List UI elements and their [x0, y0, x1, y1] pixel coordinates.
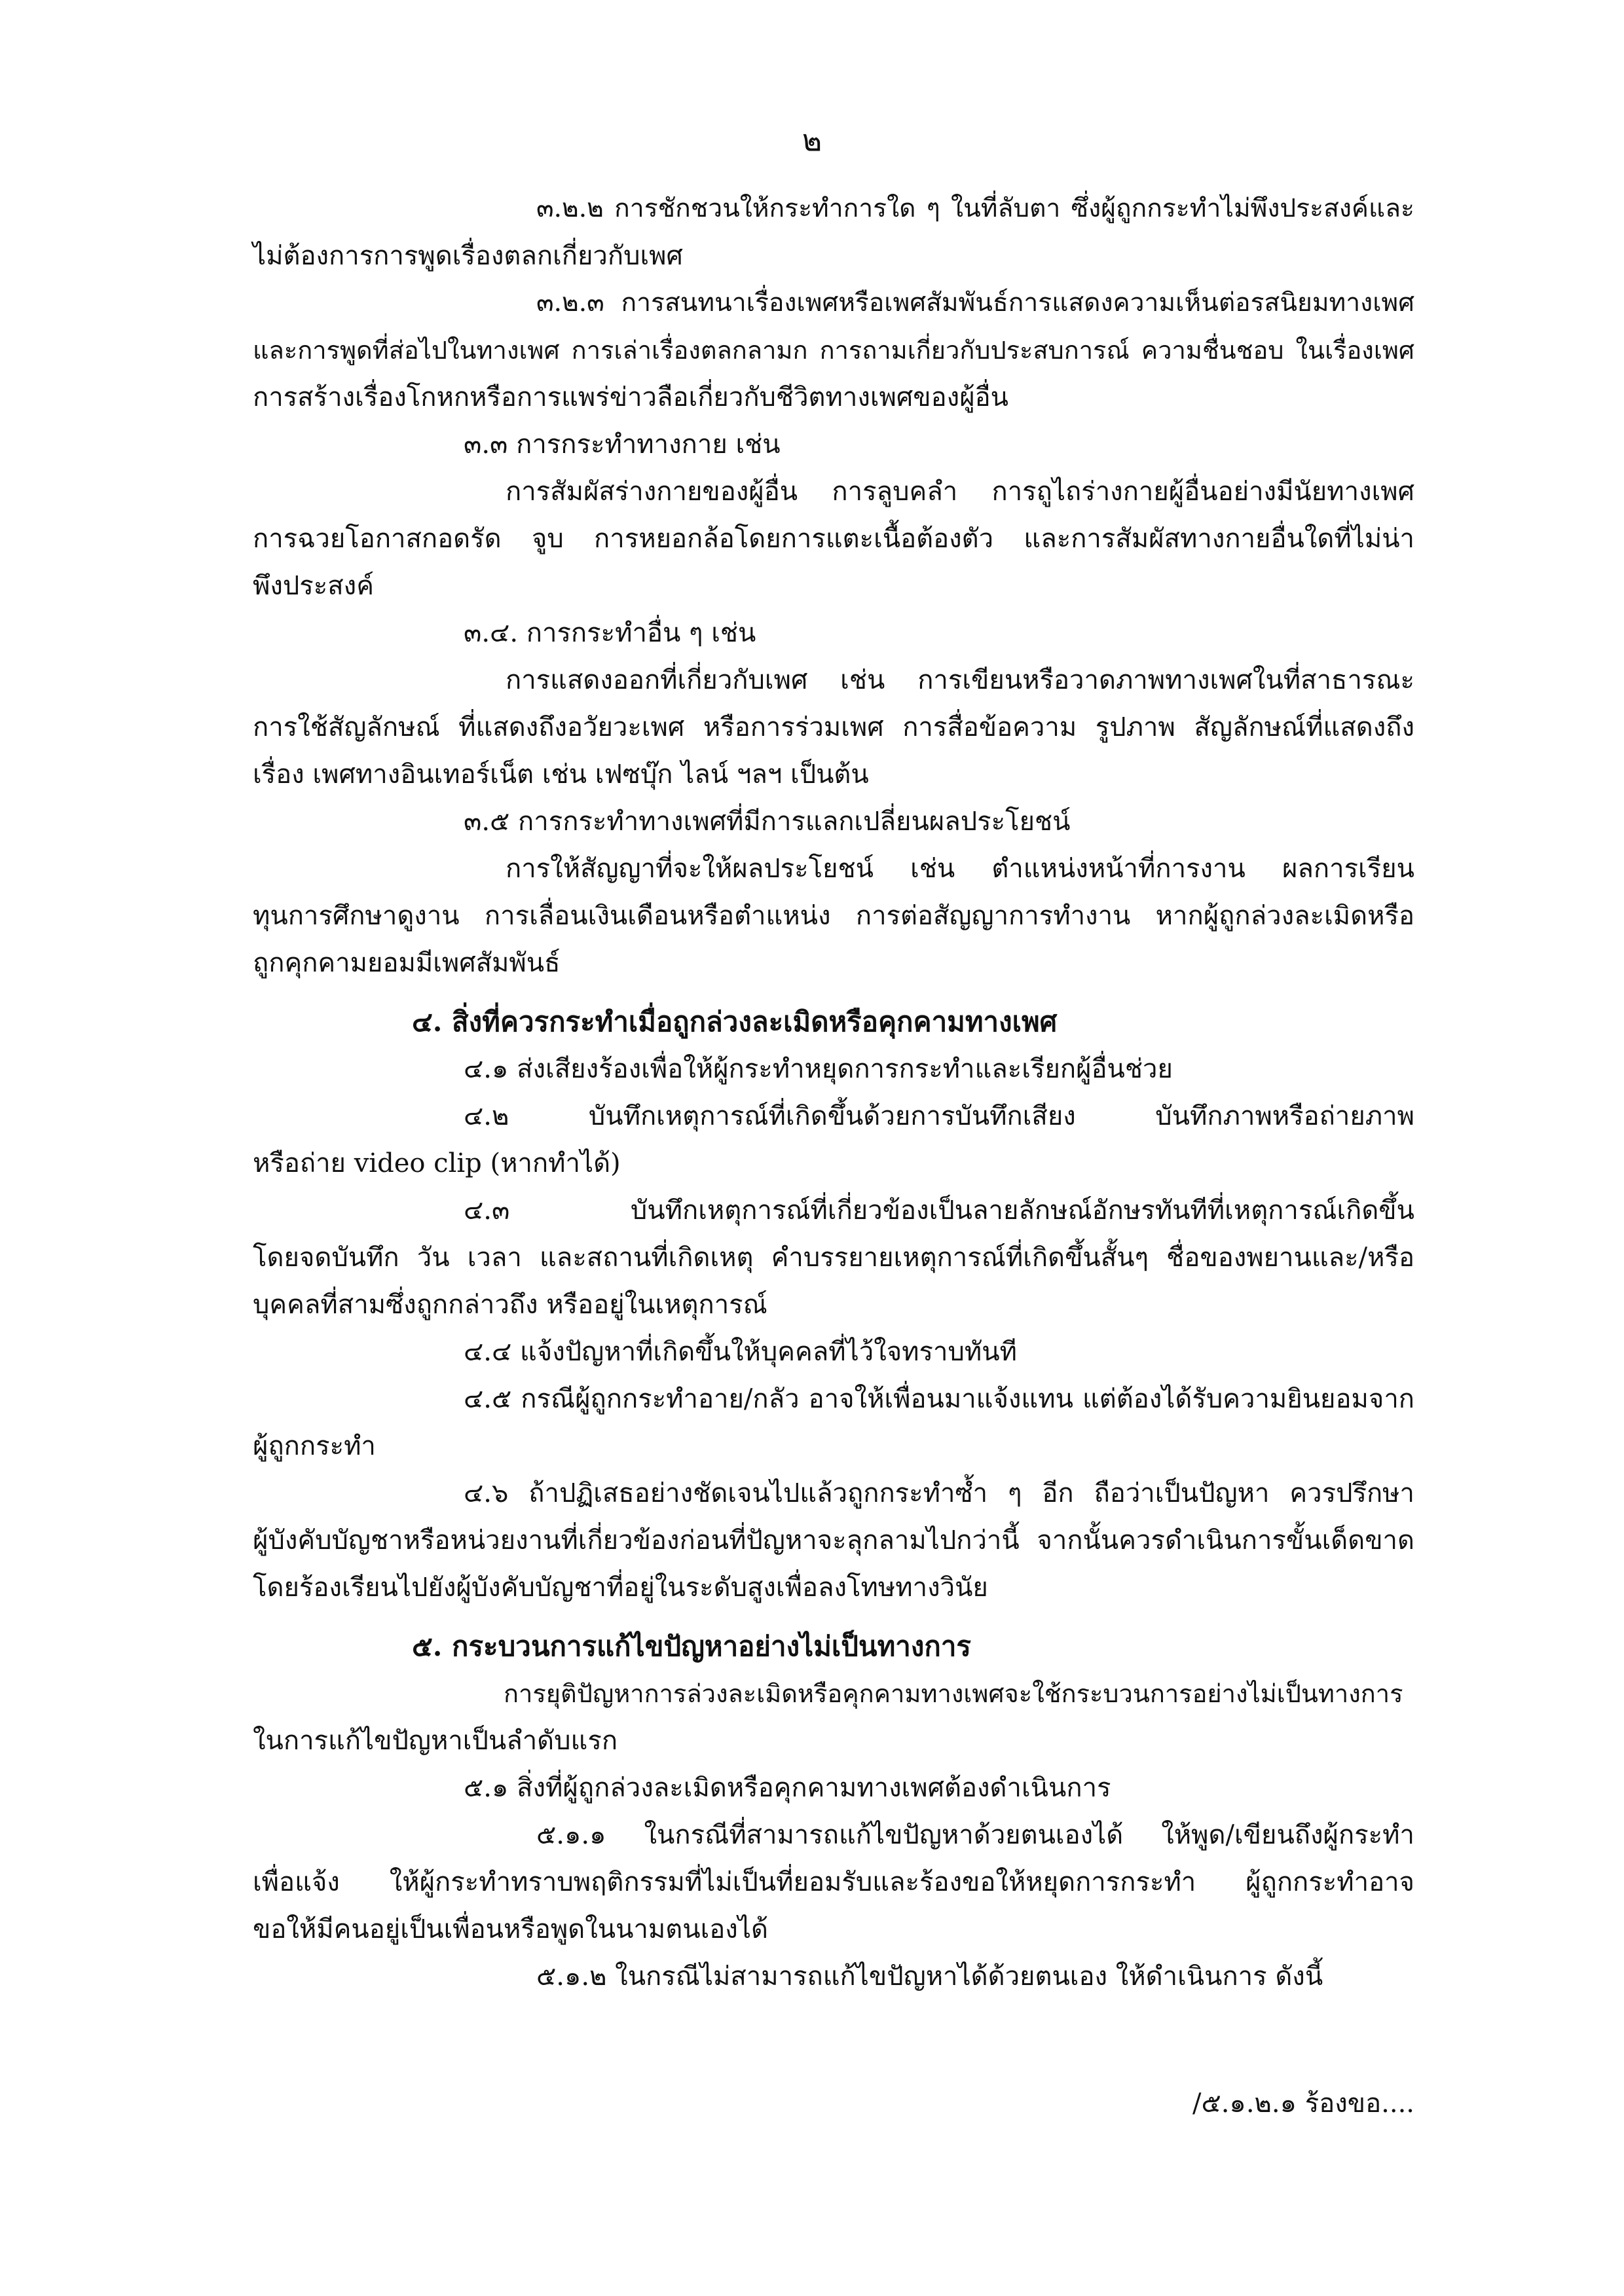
- text-line: หรือถ่าย video clip (หากทำได้): [253, 1148, 621, 1178]
- page-number: ๒: [802, 122, 822, 158]
- item-5-1: [253, 1764, 1414, 1812]
- item-5-1-2: [253, 1953, 1414, 2000]
- text-line: ขอให้มีคนอยู่เป็นเพื่อนหรือพูดในนามตนเองได้: [253, 1914, 768, 1944]
- text-line: ๔.๕ กรณีผู้ถูกกระทำอาย/กลัว อาจให้เพื่อนมาแจ้งแทน แต่ต้องได้รับความยินยอมจาก: [464, 1384, 1414, 1414]
- item-4-6: [253, 1470, 1414, 1611]
- text-line: ๔.๓ บันทึกเหตุการณ์ที่เกี่ยวข้องเป็นลายลักษณ์อักษรทันทีที่เหตุการณ์เกิดขึ้น: [464, 1195, 1414, 1226]
- paragraph-3-3-body: [253, 468, 1414, 610]
- text-line: การสัมผัสร่างกายของผู้อื่น การลูบคลำ การถูไถร่างกายผู้อื่นอย่างมีนัยทางเพศ: [506, 477, 1414, 507]
- paragraph-3-2-3: [253, 280, 1414, 421]
- text-line: ๕.๑.๒ ในกรณีไม่สามารถแก้ไขปัญหาได้ด้วยตนเอง ให้ดำเนินการ ดังนี้: [536, 1961, 1323, 1992]
- text-line: การแสดงออกที่เกี่ยวกับเพศ เช่น การเขียนหรือวาดภาพทางเพศในที่สาธารณะ: [506, 665, 1414, 695]
- text-line: ทุนการศึกษาดูงาน การเลื่อนเงินเดือนหรือตำแหน่ง การต่อสัญญาการทำงาน หากผู้ถูกล่วงละเมิดหรือ: [253, 901, 1414, 931]
- heading-text: ๔. สิ่งที่ควรกระทำเมื่อถูกล่วงละเมิดหรือคุกคามทางเพศ: [412, 1006, 1058, 1038]
- text-line: ๓.๒.๓ การสนทนาเรื่องเพศหรือเพศสัมพันธ์การแสดงความเห็นต่อรสนิยมทางเพศ: [536, 288, 1414, 318]
- heading-text: ๕. กระบวนการแก้ไขปัญหาอย่างไม่เป็นทางการ: [412, 1630, 971, 1662]
- text-line: และการพูดที่ส่อไปในทางเพศ การเล่าเรื่องตลกลามก การถามเกี่ยวกับประสบการณ์ ความชื่นชอบ ในเรื่องเพศ: [253, 336, 1414, 365]
- paragraph-3-4-body: [253, 657, 1414, 798]
- paragraph-3-5-body: [253, 845, 1414, 987]
- text-line: ๔.๖ ถ้าปฏิเสธอย่างชัดเจนไปแล้วถูกกระทำซ้ำ ๆ อีก ถือว่าเป็นปัญหา ควรปรึกษา: [464, 1478, 1414, 1508]
- text-line: ๓.๓ การกระทำทางกาย เช่น: [464, 429, 781, 460]
- section-heading-5: [253, 1623, 1414, 1670]
- text-line: ผู้ถูกกระทำ: [253, 1431, 376, 1461]
- item-4-3: [253, 1187, 1414, 1328]
- text-line: เพื่อแจ้ง ให้ผู้กระทำทราบพฤติกรรมที่ไม่เป็นที่ยอมรับและร้องขอให้หยุดการกระทำ ผู้ถูกกระทำอาจ: [253, 1867, 1414, 1897]
- text-line: บุคคลที่สามซึ่งถูกกล่าวถึง หรืออยู่ในเหตุการณ์: [253, 1290, 767, 1320]
- paragraph-3-2-2: [253, 185, 1414, 280]
- text-line: เรื่อง เพศทางอินเทอร์เน็ต เช่น เฟซบุ๊ก ไลน์ ฯลฯ เป็นต้น: [253, 759, 869, 790]
- item-4-4: [253, 1328, 1414, 1376]
- text-line: ๕.๑ สิ่งที่ผู้ถูกล่วงละเมิดหรือคุกคามทางเพศต้องดำเนินการ: [464, 1773, 1111, 1803]
- subheading-3-3: [253, 421, 1414, 468]
- text-line: ๕.๑.๑ ในกรณีที่สามารถแก้ไขปัญหาด้วยตนเองได้ ให้พูด/เขียนถึงผู้กระทำ: [536, 1820, 1414, 1850]
- text-line: โดยร้องเรียนไปยังผู้บังคับบัญชาที่อยู่ในระดับสูงเพื่อลงโทษทางวินัย: [253, 1573, 988, 1603]
- text-line: การให้สัญญาที่จะให้ผลประโยชน์ เช่น ตำแหน่งหน้าที่การงาน ผลการเรียน: [506, 854, 1414, 884]
- item-4-5: [253, 1376, 1414, 1470]
- text-line: ไม่ต้องการการพูดเรื่องตลกเกี่ยวกับเพศ: [253, 241, 683, 271]
- continuation-footer: /๕.๑.๒.๑ ร้องขอ....: [1192, 2088, 1414, 2119]
- text-line: ๔.๑ ส่งเสียงร้องเพื่อให้ผู้กระทำหยุดการกระทำและเรียกผู้อื่นช่วย: [464, 1054, 1173, 1084]
- subheading-3-5: [253, 798, 1414, 845]
- paragraph-5-intro: [253, 1670, 1414, 1764]
- text-line: ๔.๔ แจ้งปัญหาที่เกิดขึ้นให้บุคคลที่ไว้ใจทราบทันที: [464, 1337, 1017, 1367]
- text-line: ๓.๒.๒ การชักชวนให้กระทำการใด ๆ ในที่ลับตา ซึ่งผู้ถูกกระทำไม่พึงประสงค์และ: [536, 194, 1414, 223]
- text-line: ในการแก้ไขปัญหาเป็นลำดับแรก: [253, 1726, 618, 1756]
- text-line: โดยจดบันทึก วัน เวลา และสถานที่เกิดเหตุ คำบรรยายเหตุการณ์ที่เกิดขึ้นสั้นๆ ชื่อของพยานและ/หรือ: [253, 1243, 1414, 1273]
- text-line: การสร้างเรื่องโกหกหรือการแพร่ข่าวลือเกี่ยวกับชีวิตทางเพศของผู้อื่น: [253, 382, 1009, 412]
- text-line: การยุติปัญหาการล่วงละเมิดหรือคุกคามทางเพศจะใช้กระบวนการอย่างไม่เป็นทางการ: [504, 1679, 1403, 1708]
- text-line: ๓.๔. การกระทำอื่น ๆ เช่น: [464, 618, 756, 648]
- text-line: ผู้บังคับบัญชาหรือหน่วยงานที่เกี่ยวข้องก่อนที่ปัญหาจะลุกลามไปกว่านี้ จากนั้นควรดำเนินการขั้นเด็ดขาด: [253, 1525, 1414, 1556]
- item-4-1: [253, 1046, 1414, 1093]
- item-4-2: [253, 1093, 1414, 1187]
- section-heading-4: [253, 998, 1414, 1046]
- text-line: การใช้สัญลักษณ์ ที่แสดงถึงอวัยวะเพศ หรือการร่วมเพศ การสื่อข้อความ รูปภาพ สัญลักษณ์ที่แสดงถึง: [253, 712, 1414, 742]
- text-line: ๓.๕ การกระทำทางเพศที่มีการแลกเปลี่ยนผลประโยชน์: [464, 807, 1071, 837]
- text-line: การฉวยโอกาสกอดรัด จูบ การหยอกล้อโดยการแตะเนื้อต้องตัว และการสัมผัสทางกายอื่นใดที่ไม่น่า: [253, 524, 1414, 554]
- document-body: [253, 185, 1414, 2000]
- text-line: ๔.๒ บันทึกเหตุการณ์ที่เกิดขึ้นด้วยการบันทึกเสียง บันทึกภาพหรือถ่ายภาพ: [464, 1101, 1414, 1131]
- text-line: พึงประสงค์: [253, 571, 374, 601]
- subheading-3-4: [253, 610, 1414, 657]
- item-5-1-1: [253, 1812, 1414, 1953]
- text-line: ถูกคุกคามยอมมีเพศสัมพันธ์: [253, 948, 561, 978]
